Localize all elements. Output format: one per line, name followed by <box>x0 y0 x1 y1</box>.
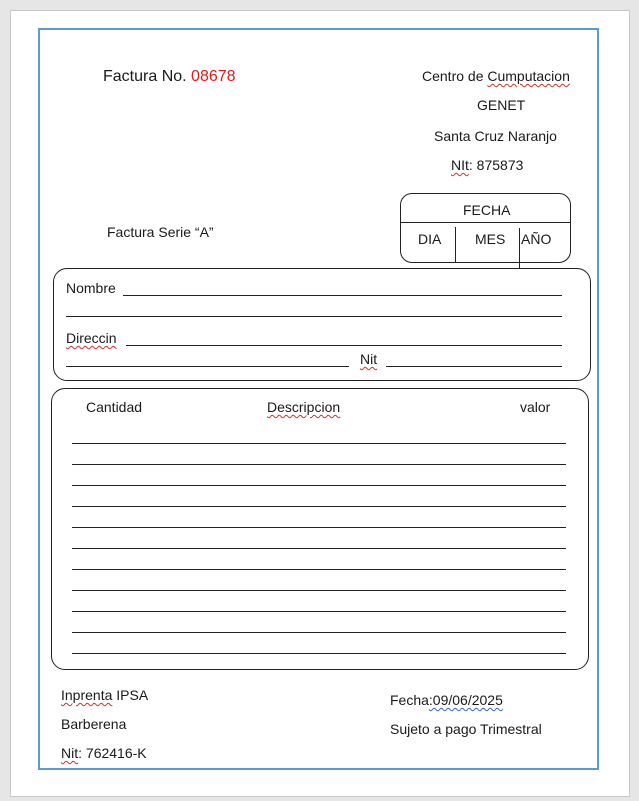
company-line-2: GENET <box>477 97 526 113</box>
items-box <box>51 388 589 670</box>
invoice-series: Factura Serie “A” <box>107 224 214 240</box>
name-line-2 <box>66 316 562 317</box>
date-month-label: MES <box>475 231 506 247</box>
address-line <box>126 345 562 346</box>
address-line-2 <box>66 366 349 367</box>
qty-header: Cantidad <box>86 399 143 415</box>
tax-note: Sujeto a pago Trimestral <box>390 721 542 737</box>
name-label: Nombre <box>66 280 116 296</box>
item-line <box>72 569 566 570</box>
item-line <box>72 527 566 528</box>
company-nit-value: : 875873 <box>468 157 524 173</box>
item-line <box>72 611 566 612</box>
printer-nit-value: : 762416-K <box>78 745 147 761</box>
customer-box <box>53 268 591 381</box>
invoice-title <box>103 68 236 86</box>
company-name-word: Cumputacion <box>487 68 570 84</box>
customer-nit-line <box>386 366 562 367</box>
address-label: Direccin <box>66 330 117 346</box>
date-day-label: DIA <box>418 231 442 247</box>
printer-city: Barberena <box>61 716 127 732</box>
date-box-divider <box>401 222 570 223</box>
issue-date-value: :09/06/2025 <box>428 692 503 708</box>
company-prefix: Centro de <box>422 68 484 84</box>
date-box-separator-1 <box>455 227 456 263</box>
date-box-title: FECHA <box>463 202 511 218</box>
date-year-label: AÑO <box>521 231 552 247</box>
printer-nit-prefix: Nit <box>61 745 79 761</box>
invoice-number: 08678 <box>191 68 236 85</box>
company-nit-prefix: NIt <box>451 157 469 173</box>
customer-nit-label: Nit <box>360 351 378 367</box>
company-line-1 <box>422 68 570 84</box>
item-line <box>72 443 566 444</box>
item-line <box>72 485 566 486</box>
printer-nit <box>61 745 147 761</box>
printer-word: Inprenta <box>61 687 113 703</box>
date-box-separator-2 <box>519 228 520 268</box>
item-line <box>72 590 566 591</box>
printer-name-value: IPSA <box>112 687 149 703</box>
value-header: valor <box>520 399 551 415</box>
item-line <box>72 632 566 633</box>
name-line <box>123 295 562 296</box>
item-line <box>72 506 566 507</box>
issue-date-prefix: Fecha <box>390 692 429 708</box>
item-line <box>72 548 566 549</box>
desc-header: Descripcion <box>267 399 341 415</box>
item-line <box>72 464 566 465</box>
company-nit <box>451 157 523 173</box>
printer-name <box>61 687 148 703</box>
company-line-3: Santa Cruz Naranjo <box>434 128 557 144</box>
invoice-label: Factura No. <box>103 68 187 85</box>
issue-date <box>390 692 503 708</box>
item-line <box>72 653 566 654</box>
